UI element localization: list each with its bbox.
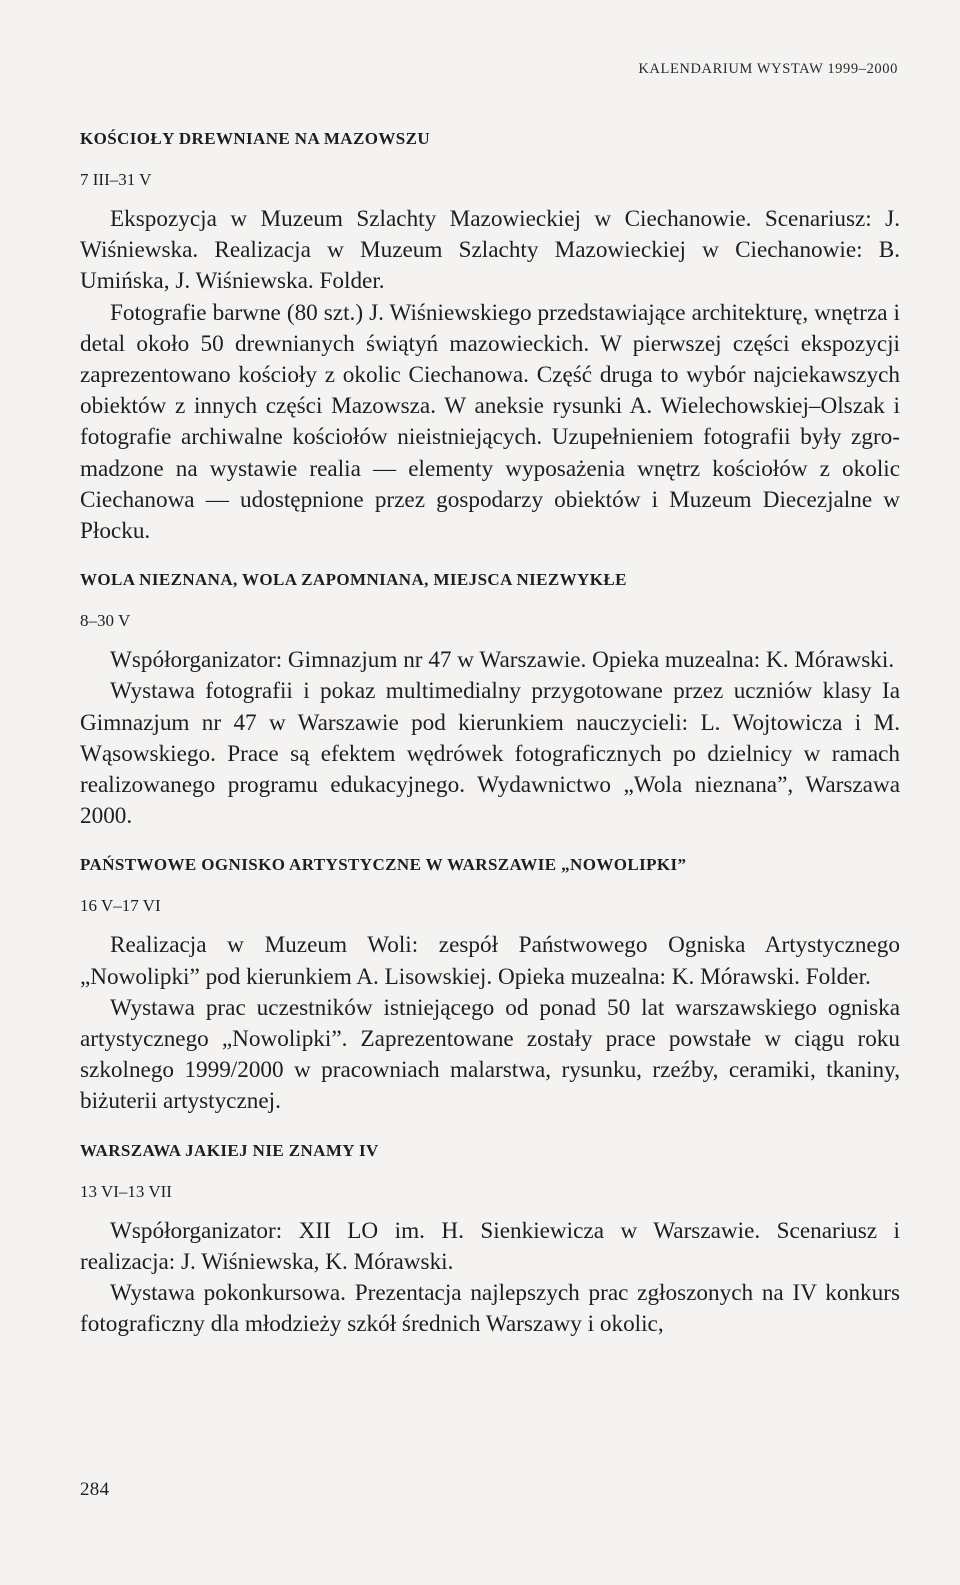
exhibition-title: WOLA NIEZNANA, WOLA ZAPOMNIANA, MIEJSCA NIEZWYKŁE [80, 570, 627, 590]
exhibition-dates: 13 VI–13 VII [80, 1181, 172, 1201]
exhibition-entry [80, 852, 900, 1117]
page-number: 284 [80, 1479, 110, 1500]
exhibition-dates: 8–30 V [80, 611, 131, 631]
exhibition-credits: Ekspozycja w Muzeum Szlachty Mazowieckiej w Ciechanowie. Scenariusz: J. Wiśniewska. Realizacja w Muzeum Szlachty Mazowieckiej w Ciechanowie: B. Umińska, J. Wiśniewska. Folder. [80, 206, 900, 295]
exhibition-entry [80, 1138, 900, 1341]
exhibition-description: Wystawa fotografii i pokaz multimedialny przygotowane przez uczniów klasy Ia Gimnazjum nr 47 w Warszawie pod kierunkiem nauczycieli: L. Wojtowicza i M. Wąsowskiego. Prace są efektem wędrówek fotograficznych po dzielnicy w ramach realizowanego programu edukacyjnego. Wydawnictwo „Wola nieznana”, Warszawa 2000. [80, 678, 900, 830]
exhibition-credits: Realizacja w Muzeum Woli: zespół Państwowego Ogniska Artystycznego „Nowolipki” pod kierunkiem A. Lisowskiej. Opieka muzealna: K. Mórawski. Folder. [80, 932, 900, 990]
exhibition-title: KOŚCIOŁY DREWNIANE NA MAZOWSZU [80, 129, 430, 148]
exhibition-entry [80, 567, 900, 832]
page-content [80, 126, 900, 1340]
exhibition-title: PAŃSTWOWE OGNISKO ARTYSTYCZNE W WARSZAWIE „NOWOLIPKI” [80, 855, 687, 875]
exhibition-title: WARSZAWA JAKIEJ NIE ZNAMY IV [80, 1140, 379, 1160]
exhibition-dates: 16 V–17 VI [80, 896, 161, 916]
running-header: KALENDARIUM WYSTAW 1999–2000 [638, 61, 898, 77]
exhibition-description: Wystawa prac uczestników istniejącego od ponad 50 lat warszawskiego ogniska artystycznego „Nowolipki”. Zaprezentowane zostały prace powstałe w ciągu roku szkolnego 1999/2000 w pracowniach malarstwa, rysunku, rzeźby, ceramiki, tkaniny, biżuterii artystycznej. [80, 994, 900, 1115]
exhibition-credits: Współorganizator: XII LO im. H. Sienkiewicza w Warszawie. Scenariusz i realizacja: J. Wiśniewska, K. Mórawski. [80, 1217, 900, 1275]
exhibition-dates: 7 III–31 V [80, 170, 152, 189]
exhibition-credits: Współorganizator: Gimnazjum nr 47 w Warszawie. Opieka muzealna: K. Mórawski. [110, 647, 895, 674]
exhibition-description: Fotografie barwne (80 szt.) J. Wiśniewskiego przedstawiające architekturę, wnętrza i detal około 50 drewnianych świątyń mazowieckich. W pierwszej części ekspozycji zaprezentowano kościoły z okolic Ciechanowa. Część druga to wybór najciekawszych obiektów z innych części Mazowsza. W aneksie rysunki A. Wielechowskiej–Olszak i fotografie archiwalne kościołów nieistniejących. Uzupełnieniem fotografii były zgromadzone na wystawie realia — elementy wyposażenia wnętrz kościołów z okolic Ciechanowa — udostępnione przez gospodarzy obiektów i Muzeum Diecezjalne w Płocku. [80, 299, 900, 545]
exhibition-entry [80, 126, 900, 547]
exhibition-description: Wystawa pokonkursowa. Prezentacja najlepszych prac zgłoszonych na IV konkurs fotograficzny dla młodzieży szkół średnich Warszawy i okolic, [80, 1280, 900, 1338]
